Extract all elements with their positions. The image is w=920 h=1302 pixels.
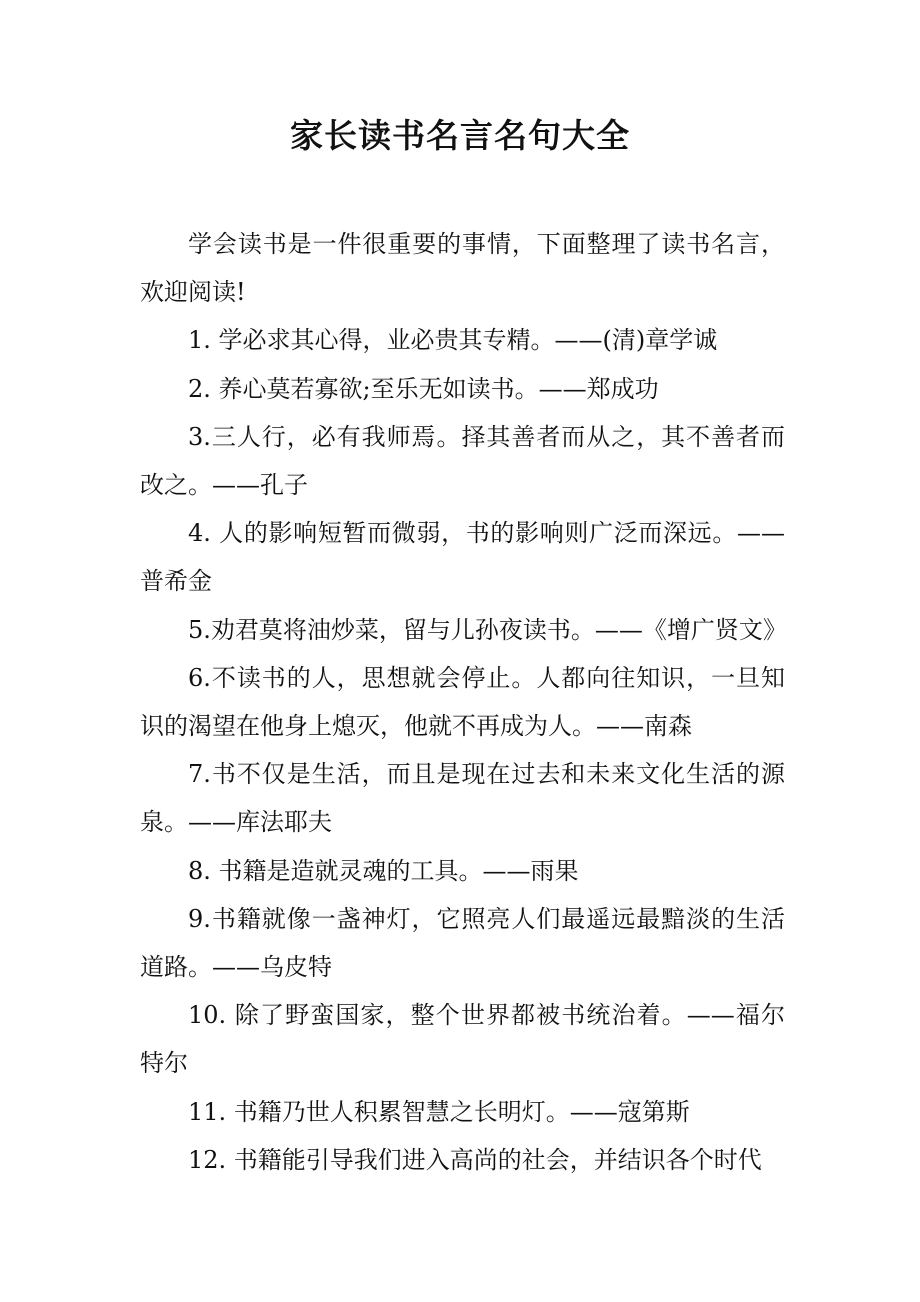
intro-paragraph: 学会读书是一件很重要的事情，下面整理了读书名言，欢迎阅读!	[140, 230, 785, 307]
quote-item: 4. 人的影响短暂而微弱，书的影响则广泛而深远。——普希金	[140, 519, 785, 596]
quote-item: 7.书不仅是生活，而且是现在过去和未来文化生活的源泉。——库法耶夫	[140, 760, 785, 837]
quote-item: 3.三人行，必有我师焉。择其善者而从之，其不善者而改之。——孔子	[140, 422, 785, 500]
quote-item: 11. 书籍乃世人积累智慧之长明灯。——寇第斯	[188, 1097, 690, 1126]
quote-item: 1. 学必求其心得，业必贵其专精。——(清)章学诚	[188, 326, 718, 355]
quote-item: 6.不读书的人，思想就会停止。人都向往知识，一旦知识的渴望在他身上熄灭，他就不再成为人。——南森	[140, 663, 785, 741]
quote-item: 9.书籍就像一盏神灯，它照亮人们最遥远最黯淡的生活道路。——乌皮特	[140, 904, 785, 982]
document-body	[140, 220, 785, 1184]
quote-item: 5.劝君莫将油炒菜，留与儿孙夜读书。——《增广贤文》	[188, 615, 787, 644]
page-title: 家长读书名言名句大全	[290, 116, 630, 155]
quote-item: 12. 书籍能引导我们进入高尚的社会，并结识各个时代	[188, 1145, 762, 1174]
quote-item: 2. 养心莫若寡欲;至乐无如读书。——郑成功	[188, 374, 659, 403]
quote-item: 8. 书籍是造就灵魂的工具。——雨果	[188, 856, 579, 885]
quote-item: 10. 除了野蛮国家，整个世界都被书统治着。——福尔特尔	[140, 1001, 785, 1078]
